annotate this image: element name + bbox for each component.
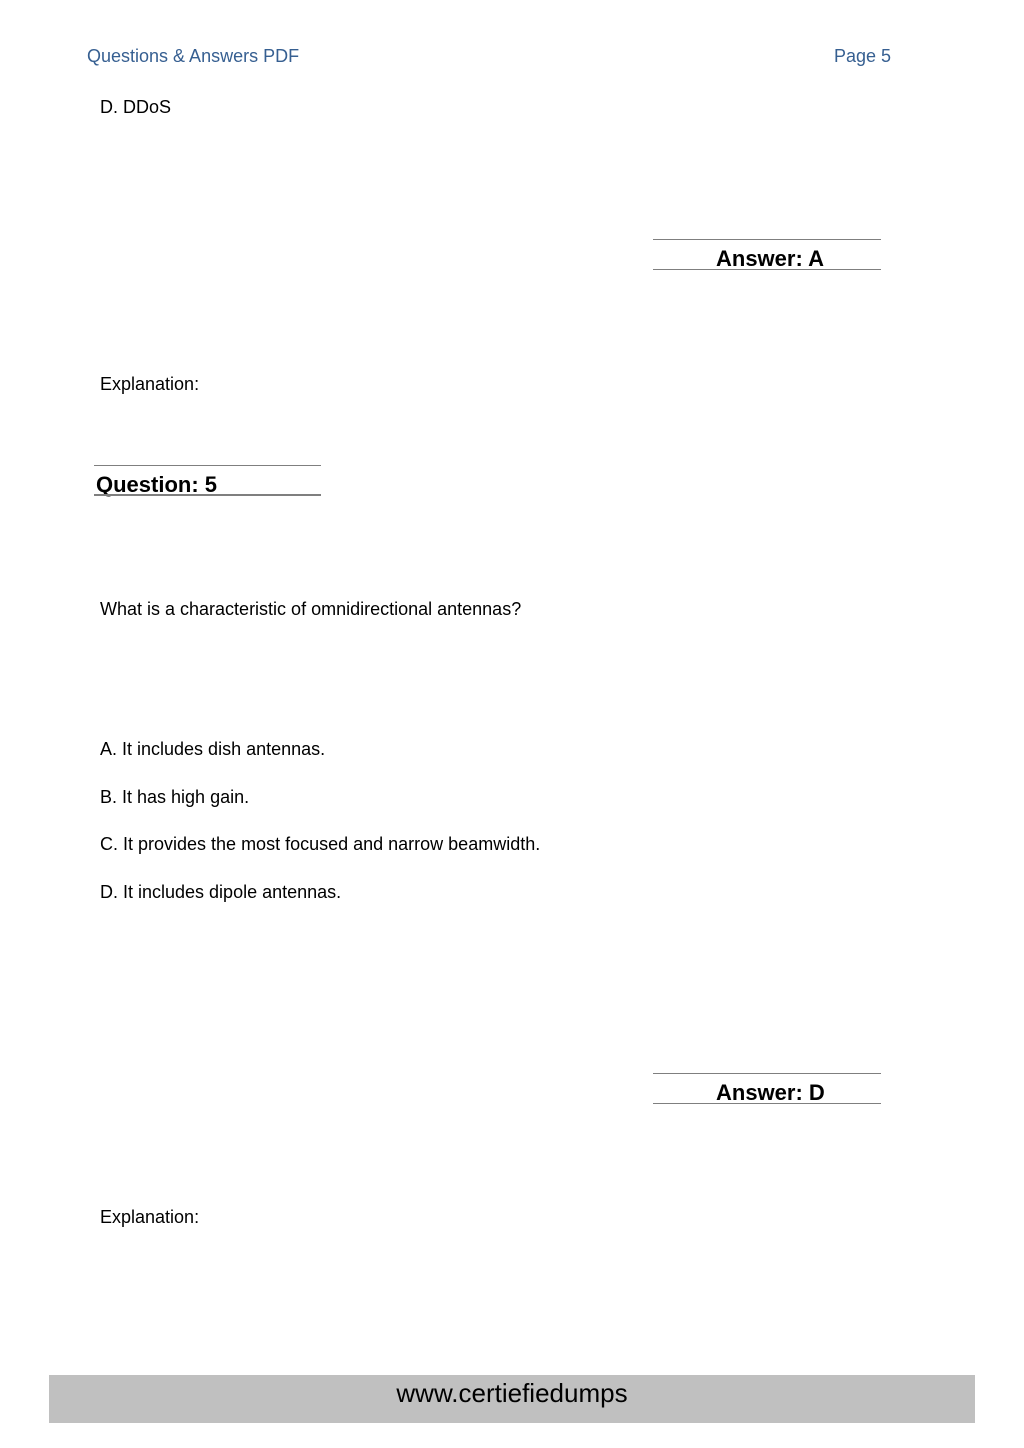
previous-explanation-label: Explanation: — [100, 374, 200, 394]
question-top-rule — [94, 465, 321, 466]
option-c: C. It provides the most focused and narrow beamwidth. — [100, 834, 541, 854]
option-a: A. It includes dish antennas. — [100, 739, 326, 759]
page-number: Page 5 — [834, 46, 892, 66]
footer-band — [49, 1375, 975, 1423]
answer-bottom-rule — [653, 1103, 881, 1104]
question-text: What is a characteristic of omnidirectional antennas? — [100, 599, 522, 619]
document-title: Questions & Answers PDF — [87, 46, 300, 66]
answer-bottom-rule — [653, 269, 881, 270]
question-bottom-rule — [94, 494, 321, 496]
option-d: D. It includes dipole antennas. — [100, 882, 342, 902]
footer-website: www.certiefiedumps — [396, 1378, 628, 1408]
question-heading: Question: 5 — [96, 472, 218, 497]
option-b: B. It has high gain. — [100, 787, 250, 807]
previous-answer: Answer: A — [716, 246, 824, 271]
question-answer: Answer: D — [716, 1080, 825, 1105]
answer-top-rule — [653, 239, 881, 240]
previous-option-d: D. DDoS — [100, 97, 172, 117]
explanation-label: Explanation: — [100, 1207, 200, 1227]
answer-top-rule — [653, 1073, 881, 1074]
